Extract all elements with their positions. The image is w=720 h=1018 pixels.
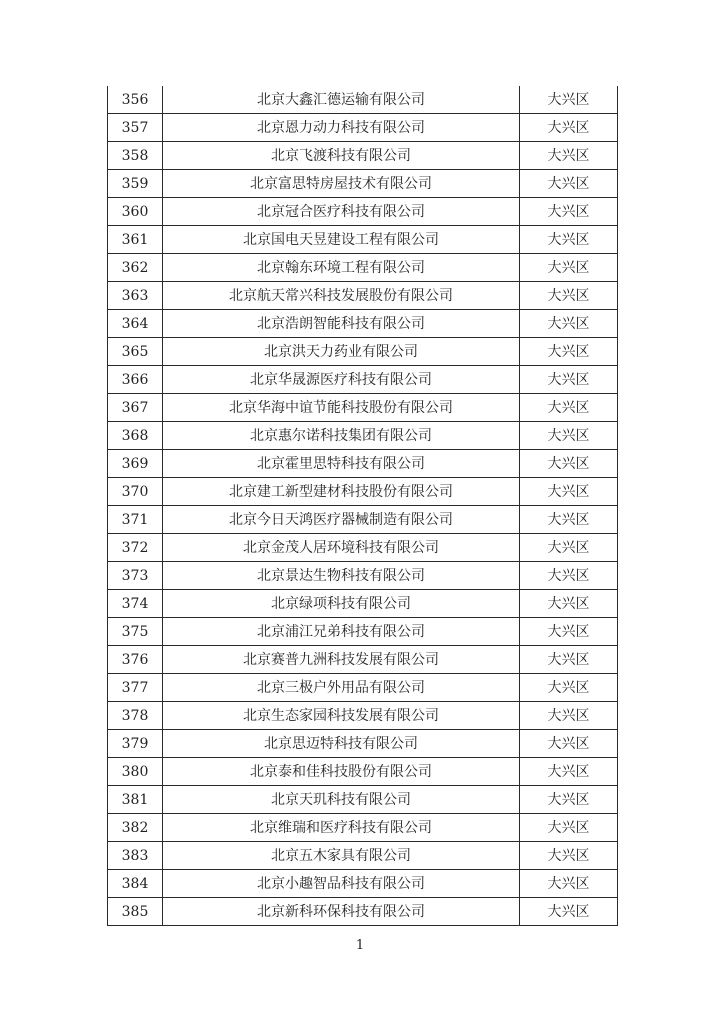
district-name: 大兴区 — [520, 590, 618, 618]
table-row — [108, 730, 618, 758]
district-name: 大兴区 — [520, 674, 618, 702]
row-number: 381 — [108, 786, 163, 814]
table-row — [108, 310, 618, 338]
company-name: 北京飞渡科技有限公司 — [163, 142, 520, 170]
company-name: 北京富思特房屋技术有限公司 — [163, 170, 520, 198]
table-row — [108, 534, 618, 562]
district-name: 大兴区 — [520, 702, 618, 730]
table-row — [108, 142, 618, 170]
table-row — [108, 590, 618, 618]
company-name: 北京华海中谊节能科技股份有限公司 — [163, 394, 520, 422]
row-number: 363 — [108, 282, 163, 310]
table-row — [108, 506, 618, 534]
page-number: 1 — [355, 938, 365, 953]
row-number: 375 — [108, 618, 163, 646]
row-number: 359 — [108, 170, 163, 198]
company-name: 北京新科环保科技有限公司 — [163, 898, 520, 926]
row-number: 377 — [108, 674, 163, 702]
company-name: 北京建工新型建材科技股份有限公司 — [163, 478, 520, 506]
district-name: 大兴区 — [520, 898, 618, 926]
table-row — [108, 170, 618, 198]
row-number: 376 — [108, 646, 163, 674]
table-row — [108, 478, 618, 506]
table-row — [108, 870, 618, 898]
row-number: 380 — [108, 758, 163, 786]
company-name: 北京三极户外用品有限公司 — [163, 674, 520, 702]
table-row — [108, 338, 618, 366]
company-name: 北京翰东环境工程有限公司 — [163, 254, 520, 282]
district-name: 大兴区 — [520, 562, 618, 590]
row-number: 361 — [108, 226, 163, 254]
company-name: 北京五木家具有限公司 — [163, 842, 520, 870]
district-name: 大兴区 — [520, 310, 618, 338]
row-number: 374 — [108, 590, 163, 618]
district-name: 大兴区 — [520, 366, 618, 394]
table-row — [108, 114, 618, 142]
company-name: 北京泰和佳科技股份有限公司 — [163, 758, 520, 786]
district-name: 大兴区 — [520, 506, 618, 534]
district-name: 大兴区 — [520, 198, 618, 226]
district-name: 大兴区 — [520, 730, 618, 758]
table-row — [108, 702, 618, 730]
row-number: 364 — [108, 310, 163, 338]
district-name: 大兴区 — [520, 142, 618, 170]
row-number: 358 — [108, 142, 163, 170]
district-name: 大兴区 — [520, 394, 618, 422]
table-row — [108, 450, 618, 478]
row-number: 360 — [108, 198, 163, 226]
row-number: 385 — [108, 898, 163, 926]
table-row — [108, 674, 618, 702]
table-row — [108, 842, 618, 870]
table-row — [108, 226, 618, 254]
district-name: 大兴区 — [520, 254, 618, 282]
table-row — [108, 254, 618, 282]
company-name: 北京绿项科技有限公司 — [163, 590, 520, 618]
row-number: 373 — [108, 562, 163, 590]
district-name: 大兴区 — [520, 282, 618, 310]
district-name: 大兴区 — [520, 786, 618, 814]
row-number: 365 — [108, 338, 163, 366]
table-row — [108, 898, 618, 926]
company-name: 北京国电天昱建设工程有限公司 — [163, 226, 520, 254]
company-name: 北京大鑫汇德运输有限公司 — [163, 86, 520, 114]
company-name: 北京思迈特科技有限公司 — [163, 730, 520, 758]
row-number: 383 — [108, 842, 163, 870]
row-number: 384 — [108, 870, 163, 898]
district-name: 大兴区 — [520, 646, 618, 674]
row-number: 367 — [108, 394, 163, 422]
company-name: 北京恩力动力科技有限公司 — [163, 114, 520, 142]
district-name: 大兴区 — [520, 170, 618, 198]
row-number: 369 — [108, 450, 163, 478]
company-name: 北京天玑科技有限公司 — [163, 786, 520, 814]
table-row — [108, 282, 618, 310]
table-row — [108, 422, 618, 450]
table-row — [108, 562, 618, 590]
district-name: 大兴区 — [520, 842, 618, 870]
district-name: 大兴区 — [520, 814, 618, 842]
district-name: 大兴区 — [520, 86, 618, 114]
company-name: 北京赛普九洲科技发展有限公司 — [163, 646, 520, 674]
district-name: 大兴区 — [520, 422, 618, 450]
row-number: 370 — [108, 478, 163, 506]
company-name: 北京航天常兴科技发展股份有限公司 — [163, 282, 520, 310]
table-row — [108, 366, 618, 394]
row-number: 378 — [108, 702, 163, 730]
district-name: 大兴区 — [520, 478, 618, 506]
row-number: 382 — [108, 814, 163, 842]
company-name: 北京维瑞和医疗科技有限公司 — [163, 814, 520, 842]
row-number: 362 — [108, 254, 163, 282]
company-table — [107, 86, 618, 926]
company-name: 北京小趣智品科技有限公司 — [163, 870, 520, 898]
district-name: 大兴区 — [520, 450, 618, 478]
table-row — [108, 198, 618, 226]
row-number: 356 — [108, 86, 163, 114]
company-name: 北京今日天鸿医疗器械制造有限公司 — [163, 506, 520, 534]
table-row — [108, 618, 618, 646]
district-name: 大兴区 — [520, 338, 618, 366]
table-row — [108, 814, 618, 842]
row-number: 357 — [108, 114, 163, 142]
company-name: 北京冠合医疗科技有限公司 — [163, 198, 520, 226]
row-number: 366 — [108, 366, 163, 394]
district-name: 大兴区 — [520, 226, 618, 254]
table-row — [108, 786, 618, 814]
company-name: 北京霍里思特科技有限公司 — [163, 450, 520, 478]
company-name: 北京华晟源医疗科技有限公司 — [163, 366, 520, 394]
row-number: 379 — [108, 730, 163, 758]
district-name: 大兴区 — [520, 114, 618, 142]
company-name: 北京景达生物科技有限公司 — [163, 562, 520, 590]
district-name: 大兴区 — [520, 758, 618, 786]
company-name: 北京浦江兄弟科技有限公司 — [163, 618, 520, 646]
district-name: 大兴区 — [520, 870, 618, 898]
table-row — [108, 758, 618, 786]
table-row — [108, 394, 618, 422]
table-row — [108, 646, 618, 674]
company-table-body — [108, 86, 618, 926]
company-name: 北京生态家园科技发展有限公司 — [163, 702, 520, 730]
row-number: 372 — [108, 534, 163, 562]
company-name: 北京浩朗智能科技有限公司 — [163, 310, 520, 338]
row-number: 371 — [108, 506, 163, 534]
table-row — [108, 86, 618, 114]
district-name: 大兴区 — [520, 534, 618, 562]
row-number: 368 — [108, 422, 163, 450]
company-name: 北京洪天力药业有限公司 — [163, 338, 520, 366]
company-name: 北京金茂人居环境科技有限公司 — [163, 534, 520, 562]
company-name: 北京惠尔诺科技集团有限公司 — [163, 422, 520, 450]
district-name: 大兴区 — [520, 618, 618, 646]
